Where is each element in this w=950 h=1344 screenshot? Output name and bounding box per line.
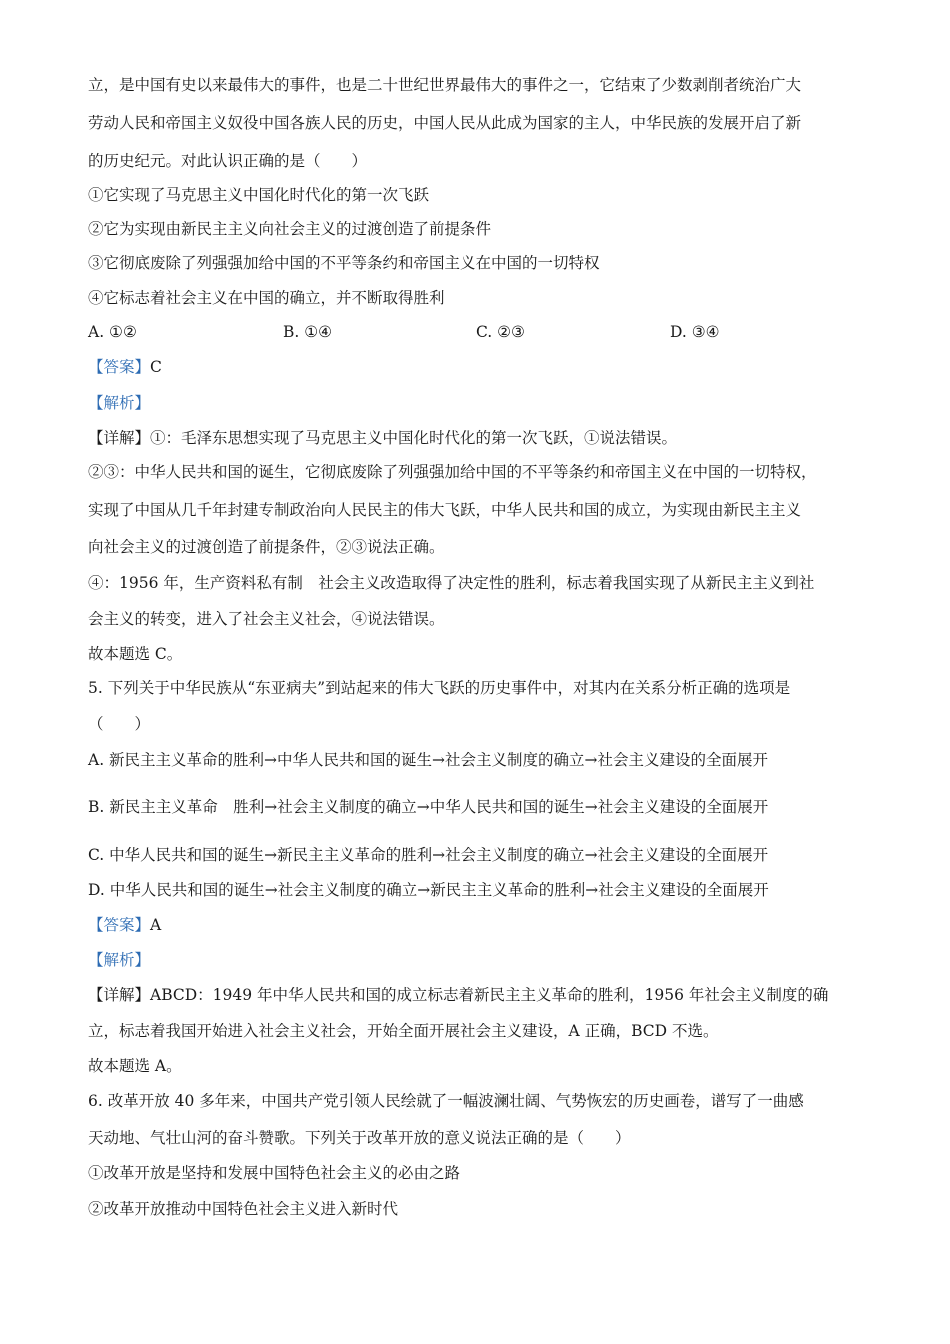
q6-statement-2: ②改革开放推动中国特色社会主义进入新时代 xyxy=(88,1200,399,1218)
q5-detail-line-1 xyxy=(88,985,828,1005)
q5-answer xyxy=(88,915,161,935)
q4-stem-line-2: 劳动人民和帝国主义奴役中国各族人民的历史，中国人民从此成为国家的主人，中华民族的发展开启了新 xyxy=(88,114,802,132)
answer-tag: 【答案】 xyxy=(88,358,151,376)
q5-option-a: A. 新民主主义革命的胜利→中华人民共和国的诞生→社会主义制度的确立→社会主义建设的全面展开 xyxy=(88,751,769,769)
q4-stem-line-1: 立，是中国有史以来最伟大的事件，也是二十世纪世界最伟大的事件之一，它结束了少数剥削者统治广大 xyxy=(88,76,802,94)
q4-detail-line-1 xyxy=(88,428,677,448)
q4-option-b: B. ①④ xyxy=(283,323,333,341)
q4-option-a: A. ①② xyxy=(88,323,137,341)
q4-detail-line-6: 会主义的转变，进入了社会主义社会，④说法错误。 xyxy=(88,610,445,628)
q6-statement-1: ①改革开放是坚持和发展中国特色社会主义的必由之路 xyxy=(88,1164,461,1182)
q5-option-c: C. 中华人民共和国的诞生→新民主主义革命的胜利→社会主义制度的确立→社会主义建设的全面展开 xyxy=(88,846,769,864)
q4-statement-2: ②它为实现由新民主主义向社会主义的过渡创造了前提条件 xyxy=(88,220,492,238)
detail-tag: 【详解】 xyxy=(88,429,151,447)
answer-tag: 【答案】 xyxy=(88,916,151,934)
q4-option-c: C. ②③ xyxy=(476,323,525,341)
q4-detail-line-2: ②③：中华人民共和国的诞生，它彻底废除了列强强加给中国的不平等条约和帝国主义在中国的一切特权， xyxy=(88,463,817,481)
q5-analysis-tag: 【解析】 xyxy=(88,951,151,969)
q4-detail-line-5: ④：1956 年，生产资料私有制 社会主义改造取得了决定性的胜利，标志着我国实现了从新民主主义到社 xyxy=(88,574,815,592)
detail-text: ABCD：1949 年中华人民共和国的成立标志着新民主主义革命的胜利，1956 年社会主义制度的确 xyxy=(150,986,829,1004)
q4-stem-line-3: 的历史纪元。对此认识正确的是（ ） xyxy=(88,152,368,170)
q4-statement-3: ③它彻底废除了列强强加给中国的不平等条约和帝国主义在中国的一切特权 xyxy=(88,254,600,272)
q4-statement-1: ①它实现了马克思主义中国化时代化的第一次飞跃 xyxy=(88,186,430,204)
q5-option-d: D. 中华人民共和国的诞生→社会主义制度的确立→新民主主义革命的胜利→社会主义建设的全面展开 xyxy=(88,881,769,899)
detail-tag: 【详解】 xyxy=(88,986,151,1004)
q4-conclusion: 故本题选 C。 xyxy=(88,645,183,663)
q4-statement-4: ④它标志着社会主义在中国的确立，并不断取得胜利 xyxy=(88,289,445,307)
q4-analysis-tag: 【解析】 xyxy=(88,394,151,412)
q4-answer xyxy=(88,357,162,377)
answer-value: C xyxy=(150,358,162,376)
q5-stem-line-2: （ ） xyxy=(88,715,151,733)
answer-value: A xyxy=(150,916,162,934)
detail-text: ①：毛泽东思想实现了马克思主义中国化时代化的第一次飞跃，①说法错误。 xyxy=(150,429,678,447)
q5-option-b: B. 新民主主义革命 胜利→社会主义制度的确立→中华人民共和国的诞生→社会主义建设的全面展开 xyxy=(88,798,769,816)
q5-stem-line-1: 5. 下列关于中华民族从“东亚病夫”到站起来的伟大飞跃的历史事件中，对其内在关系分析正确的选项是 xyxy=(88,679,791,697)
q4-detail-line-3: 实现了中国从几千年封建专制政治向人民民主的伟大飞跃，中华人民共和国的成立，为实现由新民主主义 xyxy=(88,501,802,519)
q4-detail-line-4: 向社会主义的过渡创造了前提条件，②③说法正确。 xyxy=(88,538,445,556)
q4-option-d: D. ③④ xyxy=(670,323,720,341)
q5-detail-line-2: 立，标志着我国开始进入社会主义社会，开始全面开展社会主义建设，A 正确，BCD 不选。 xyxy=(88,1022,719,1040)
q6-stem-line-2: 天动地、气壮山河的奋斗赞歌。下列关于改革开放的意义说法正确的是（ ） xyxy=(88,1129,631,1147)
q6-stem-line-1: 6. 改革开放 40 多年来，中国共产党引领人民绘就了一幅波澜壮阔、气势恢宏的历史画卷，谱写了一曲感 xyxy=(88,1092,804,1110)
q5-conclusion: 故本题选 A。 xyxy=(88,1057,182,1075)
